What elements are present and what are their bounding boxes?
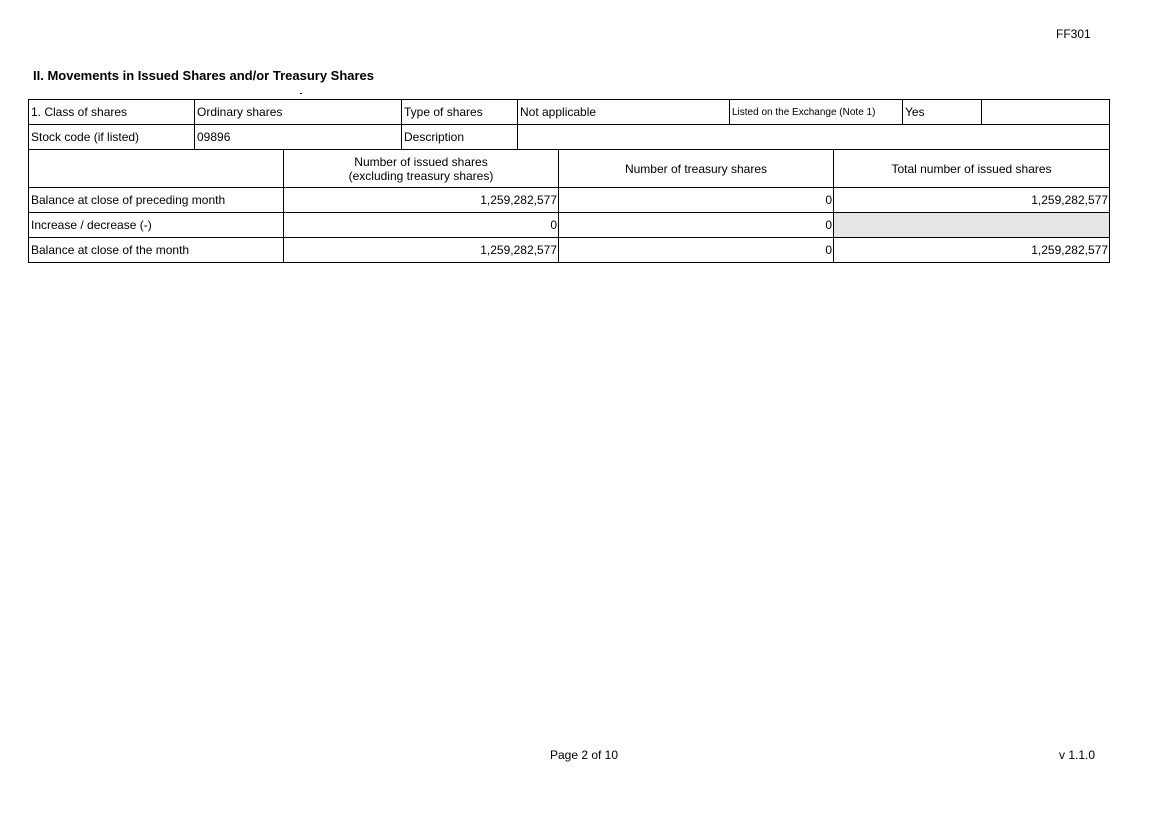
class-row [29,100,1110,125]
movements-table [28,149,1110,263]
issued-header-line1: Number of issued shares [354,154,488,169]
treasury-value: 0 [559,213,834,238]
type-label: Type of shares [402,100,518,125]
total-value: 1,259,282,577 [834,238,1110,263]
blank-header-cell [29,150,284,188]
issued-shares-header [284,150,559,188]
treasury-value: 0 [559,188,834,213]
issued-header-line2: (excluding treasury shares) [348,168,494,183]
issued-value: 0 [284,213,559,238]
form-code: FF301 [1056,27,1091,41]
treasury-shares-header: Number of treasury shares [559,150,834,188]
class-value: Ordinary shares [195,100,402,125]
row-label: Balance at close of preceding month [29,188,284,213]
blank-cell [982,100,1110,125]
version-label: v 1.1.0 [1059,748,1096,762]
description-value [518,125,1110,150]
stock-code-value: 09896 [195,125,402,150]
class-label: 1. Class of shares [29,100,195,125]
type-value: Not applicable [518,100,730,125]
description-label: Description [402,125,518,150]
row-label: Balance at close of the month [29,238,284,263]
movements-header-row [29,150,1110,188]
table-row [29,188,1110,213]
table-row [29,213,1110,238]
total-shares-header: Total number of issued shares [834,150,1110,188]
issued-value: 1,259,282,577 [284,188,559,213]
stock-code-row [29,125,1110,150]
table-row [29,238,1110,263]
share-info-table [28,99,1110,150]
issued-value: 1,259,282,577 [284,238,559,263]
section-title: II. Movements in Issued Shares and/or Treasury Shares [33,68,375,83]
total-value-na [834,213,1110,238]
row-label: Increase / decrease (-) [29,213,284,238]
treasury-value: 0 [559,238,834,263]
page-number: Page 2 of 10 [549,748,619,762]
listed-label: Listed on the Exchange (Note 1) [730,100,903,125]
stray-mark [300,93,302,94]
stock-code-label: Stock code (if listed) [29,125,195,150]
total-value: 1,259,282,577 [834,188,1110,213]
listed-value: Yes [903,100,982,125]
